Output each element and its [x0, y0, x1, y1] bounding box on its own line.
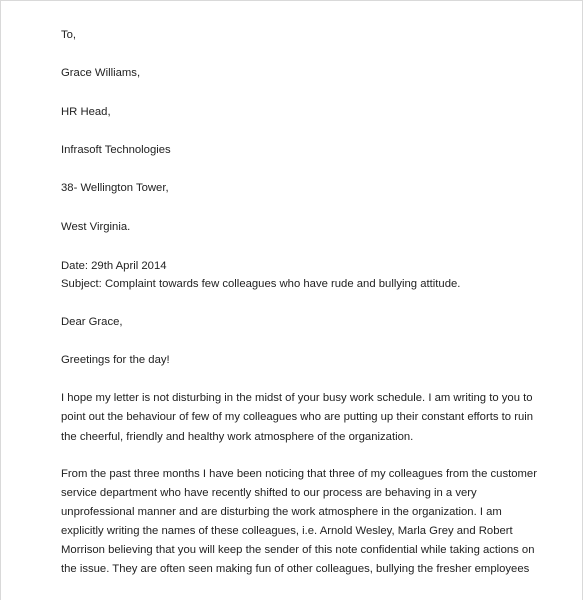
to-line: To, — [61, 29, 77, 41]
paragraph-2-line: explicitly writing the names of these colleagues, i.e. Arnold Wesley, Marla Grey and Robert — [61, 525, 513, 537]
salutation: Dear Grace, — [61, 316, 123, 328]
paragraph-2-line: service department who have recently shifted to our process are behaving in a very — [61, 487, 477, 499]
paragraph-1-line: I hope my letter is not disturbing in the midst of your busy work schedule. I am writing to you to — [61, 392, 533, 404]
paragraph-2-line: the issue. They are often seen making fun of other colleagues, bullying the fresher employees — [61, 563, 530, 575]
company-name: Infrasoft Technologies — [61, 144, 171, 156]
address-line-2: West Virginia. — [61, 221, 131, 233]
paragraph-1-line: the cheerful, friendly and healthy work atmosphere of the organization. — [61, 431, 414, 443]
recipient-title: HR Head, — [61, 106, 111, 118]
paragraph-2-line: Morrison believing that you will keep the sender of this note confidential while taking actions on — [61, 544, 535, 556]
subject-line: Subject: Complaint towards few colleagues who have rude and bullying attitude. — [61, 278, 461, 290]
paragraph-2-line: unprofessional manner and are disturbing the work atmosphere in the organization. I am — [61, 506, 502, 518]
date-line: Date: 29th April 2014 — [61, 260, 167, 272]
paragraph-2-line: From the past three months I have been noticing that three of my colleagues from the customer — [61, 468, 537, 480]
greeting: Greetings for the day! — [61, 354, 170, 366]
address-line-1: 38- Wellington Tower, — [61, 182, 169, 194]
paragraph-1-line: point out the behaviour of few of my colleagues who are putting up their constant efforts to ruin — [61, 411, 534, 423]
recipient-name: Grace Williams, — [61, 67, 141, 79]
